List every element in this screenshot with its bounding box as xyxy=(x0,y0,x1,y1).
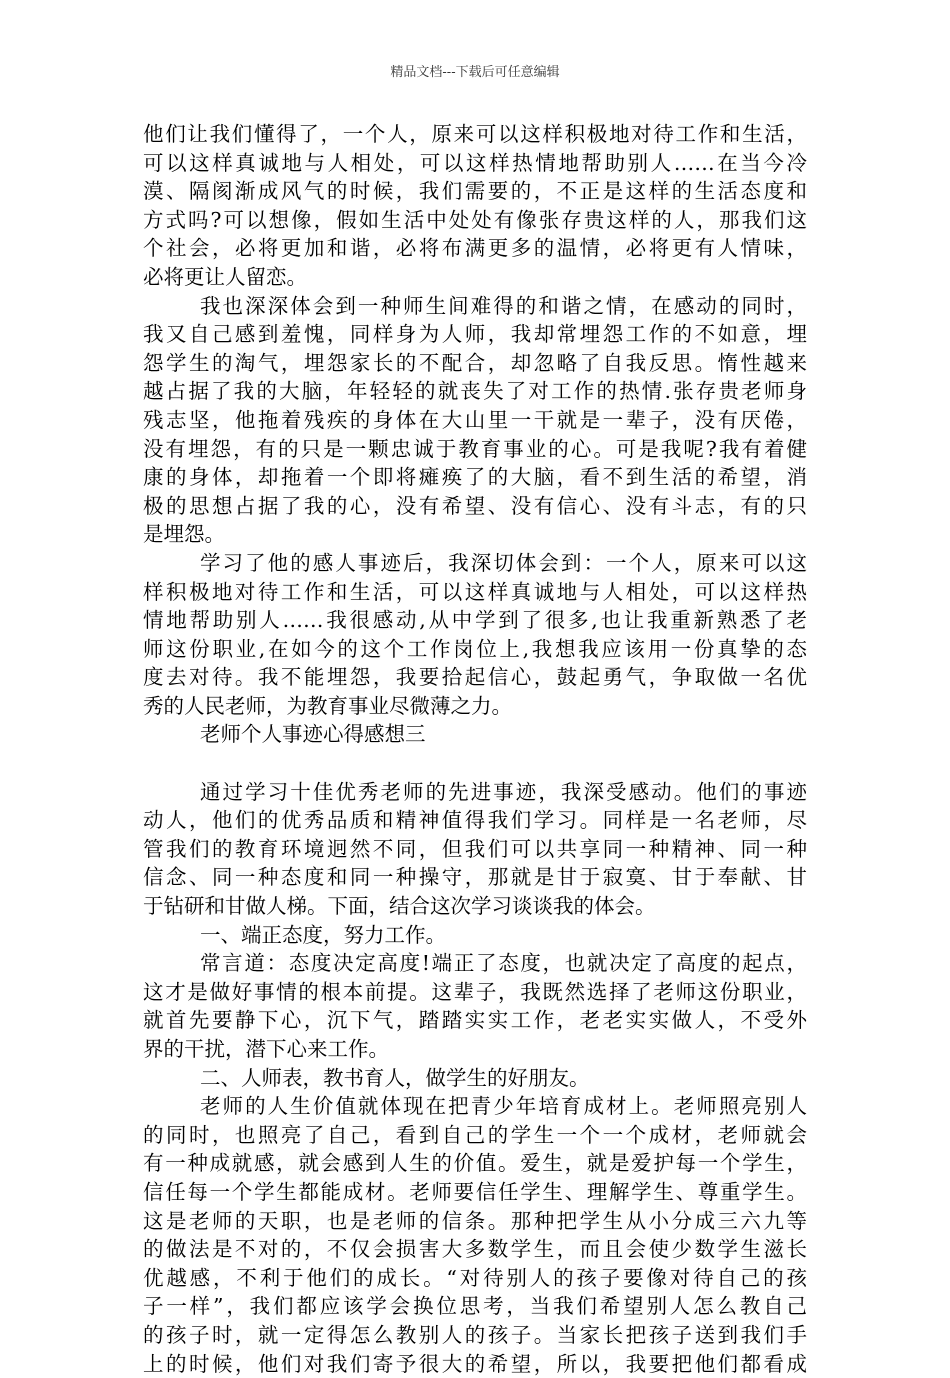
text-line: 方式吗?可以想像，假如生活中处处有像张存贵这样的人，那我们这 xyxy=(143,207,807,232)
paragraph xyxy=(143,1064,807,1093)
paragraph xyxy=(143,1092,807,1378)
text-line: 子一样”，我们都应该学会换位思考，当我们希望别人怎么教自己 xyxy=(143,1294,807,1319)
text-line: 度去对待。我不能埋怨，我要拾起信心，鼓起勇气，争取做一名优 xyxy=(143,665,807,690)
text-line: 上的时候，他们对我们寄予很大的希望，所以，我要把他们都看成 xyxy=(143,1351,807,1376)
blank-line xyxy=(143,749,807,778)
text-line: 个社会，必将更加和谐，必将布满更多的温情，必将更有人情味， xyxy=(143,236,807,261)
text-line: 信任每一个学生都能成材。老师要信任学生、理解学生、尊重学生。 xyxy=(143,1179,807,1204)
text-line: 样积极地对待工作和生活，可以这样真诚地与人相处，可以这样热 xyxy=(143,579,807,604)
text-line: 越占据了我的大脑，年轻轻的就丧失了对工作的热情.张存贵老师身 xyxy=(143,379,807,404)
text-line: 康的身体，却拖着一个即将瘫痪了的大脑，看不到生活的希望，消 xyxy=(143,465,807,490)
text-line: 一、端正态度，努力工作。 xyxy=(200,922,446,947)
text-line: 学习了他的感人事迹后，我深切体会到：一个人，原来可以这 xyxy=(200,550,807,575)
paragraph xyxy=(143,778,807,921)
text-line: 的做法是不对的，不仅会损害大多数学生，而且会使少数学生滋长 xyxy=(143,1237,807,1262)
text-line: 我又自己感到羞愧，同样身为人师，我却常埋怨工作的不如意，埋 xyxy=(143,322,807,347)
text-line: 师这份职业,在如今的这个工作岗位上,我想我应该用一份真挚的态 xyxy=(143,636,807,661)
text-line: 就首先要静下心，沉下气，踏踏实实工作，老老实实做人，不受外 xyxy=(143,1008,807,1033)
text-line: 老师个人事迹心得感想三 xyxy=(200,722,426,747)
text-line: 通过学习十佳优秀老师的先进事迹，我深受感动。他们的事迹 xyxy=(200,779,807,804)
text-line: 漠、隔阂渐成风气的时候，我们需要的，不正是这样的生活态度和 xyxy=(143,179,807,204)
text-line: 我也深深体会到一种师生间难得的和谐之情，在感动的同时， xyxy=(200,293,807,318)
text-line: 情地帮助别人……我很感动,从中学到了很多,也让我重新熟悉了老 xyxy=(143,608,807,633)
paragraph xyxy=(143,549,807,721)
text-line: 的同时，也照亮了自己，看到自己的学生一个一个成材，老师就会 xyxy=(143,1122,807,1147)
text-line: 他们让我们懂得了，一个人，原来可以这样积极地对待工作和生活， xyxy=(143,122,807,146)
text-line: 这是老师的天职，也是老师的信条。那种把学生从小分成三六九等 xyxy=(143,1208,807,1233)
paragraph xyxy=(143,120,807,292)
text-line: 秀的人民老师，为教育事业尽微薄之力。 xyxy=(143,693,512,718)
text-line: 的孩子时，就一定得怎么教别人的孩子。当家长把孩子送到我们手 xyxy=(143,1322,807,1347)
text-line: 可以这样真诚地与人相处，可以这样热情地帮助别人……在当今冷 xyxy=(143,150,807,175)
text-line: 必将更让人留恋。 xyxy=(143,264,307,289)
text-line: 老师的人生价值就体现在把青少年培育成材上。老师照亮别人 xyxy=(200,1094,807,1119)
text-line: 没有埋怨，有的只是一颗忠诚于教育事业的心。可是我呢?我有着健 xyxy=(143,436,807,461)
text-line: 怨学生的淘气，埋怨家长的不配合，却忽略了自我反思。惰性越来 xyxy=(143,350,807,375)
text-line: 极的思想占据了我的心，没有希望、没有信心、没有斗志，有的只 xyxy=(143,493,807,518)
text-line: 二、人师表，教书育人，做学生的好朋友。 xyxy=(200,1065,590,1090)
page-header: 精品文档---下载后可任意编辑 xyxy=(390,65,560,80)
text-line: 于钻研和甘做人梯。下面，结合这次学习谈谈我的体会。 xyxy=(143,894,656,919)
text-line: 这才是做好事情的根本前提。这辈子，我既然选择了老师这份职业， xyxy=(143,979,807,1004)
paragraph xyxy=(143,720,807,749)
paragraph xyxy=(143,921,807,950)
text-line: 优越感，不利于他们的成长。“对待别人的孩子要像对待自己的孩 xyxy=(143,1265,807,1290)
paragraph xyxy=(143,292,807,549)
text-line: 是埋怨。 xyxy=(143,522,225,547)
paragraph xyxy=(143,949,807,1063)
text-line: 信念、同一种态度和同一种操守，那就是甘于寂寞、甘于奉献、甘 xyxy=(143,865,807,890)
text-line: 常言道：态度决定高度!端正了态度，也就决定了高度的起点， xyxy=(200,951,807,976)
text-line: 有一种成就感，就会感到人生的价值。爱生，就是爱护每一个学生， xyxy=(143,1151,807,1176)
document-body xyxy=(143,120,807,1378)
text-line: 残志坚，他拖着残疾的身体在大山里一干就是一辈子，没有厌倦， xyxy=(143,407,807,432)
text-line: 动人，他们的优秀品质和精神值得我们学习。同样是一名老师，尽 xyxy=(143,808,807,833)
text-line: 管我们的教育环境迥然不同，但我们可以共享同一种精神、同一种 xyxy=(143,836,807,861)
text-line: 界的干扰，潜下心来工作。 xyxy=(143,1037,389,1061)
